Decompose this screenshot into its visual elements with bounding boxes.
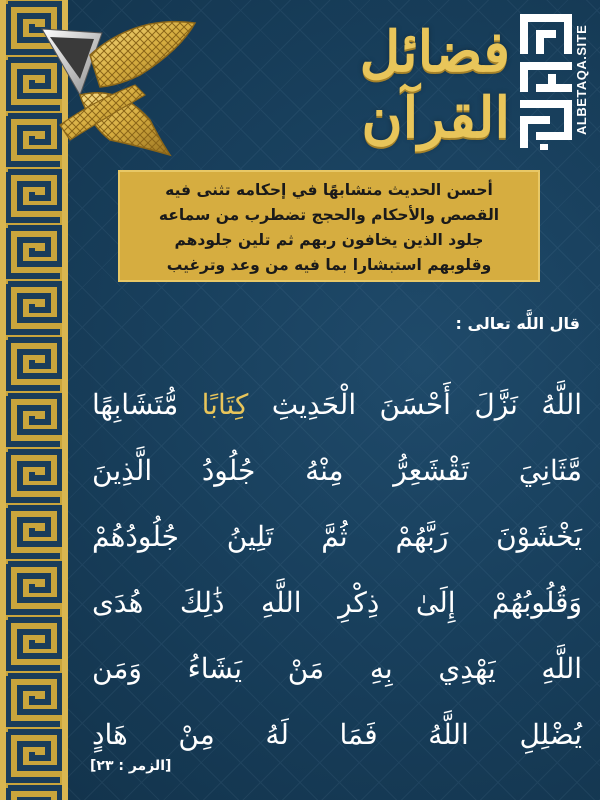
page-title: فضائل القرآن xyxy=(359,19,510,151)
verse-line: يُضْلِلِ اللَّهُ فَمَا لَهُ مِنْ هَادٍ xyxy=(92,718,582,751)
verse-line: يَخْشَوْنَ رَبَّهُمْ ثُمَّ تَلِينُ جُلُودُهُمْ xyxy=(92,520,582,553)
verse-intro: قال اللَّه تعالى : xyxy=(455,314,580,333)
title-calligraphy xyxy=(210,20,510,150)
verse-text: مُّتَشَابِهًا xyxy=(92,388,202,421)
verse-highlight: كِتَابًا xyxy=(201,388,249,421)
summary-box xyxy=(118,170,540,282)
summary-line: القصص والأحكام والحجج تضطرب من سماعه xyxy=(158,206,500,224)
verse-line: اللَّهِ يَهْدِي بِهِ مَنْ يَشَاءُ وَمَن xyxy=(92,652,582,685)
quran-stand-icon xyxy=(40,15,210,165)
summary-line: وقلوبهم استبشارا بما فيه من وعد وترغيب xyxy=(166,256,492,274)
verse-line xyxy=(92,372,582,438)
verse-text: اللَّهُ نَزَّلَ أَحْسَنَ الْحَدِيثِ xyxy=(248,388,582,421)
site-url: ALBETAQA.SITE xyxy=(574,24,589,135)
verse-line: مَّثَانِيَ تَقْشَعِرُّ مِنْهُ جُلُودُ الَّذِينَ xyxy=(92,454,582,487)
verse-reference: [الزمر : ٢٣] xyxy=(90,758,172,774)
quran-verse xyxy=(92,372,582,768)
summary-line: جلود الذين يخافون ربهم ثم تلين جلودهم xyxy=(174,231,484,249)
verse-line: وَقُلُوبُهُمْ إِلَىٰ ذِكْرِ اللَّهِ ذَٰلِكَ هُدَى xyxy=(92,586,582,619)
summary-line: أحسن الحديث متشابهًا في إحكامه تثنى فيه xyxy=(165,181,493,199)
